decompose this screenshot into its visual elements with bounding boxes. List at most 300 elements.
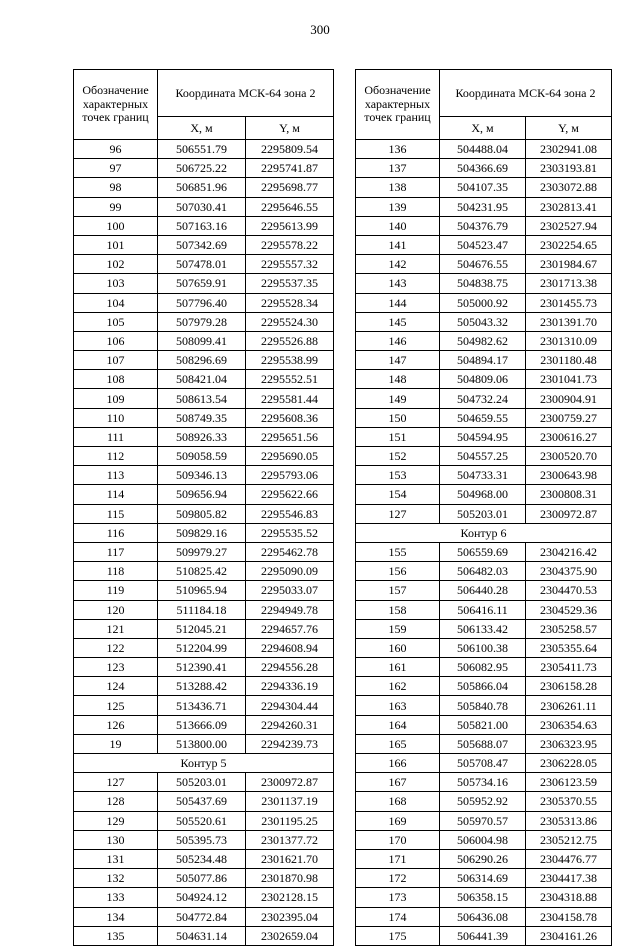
y-coordinate-cell: 2295546.83 <box>246 504 334 523</box>
x-coordinate-cell: 505688.07 <box>440 734 526 753</box>
table-row <box>74 811 334 830</box>
table-row <box>74 734 334 753</box>
x-coordinate-cell: 508296.69 <box>158 351 246 370</box>
point-cell: 158 <box>356 600 440 619</box>
table-row <box>74 504 334 523</box>
y-coordinate-cell: 2305258.57 <box>526 619 612 638</box>
point-cell: 166 <box>356 754 440 773</box>
x-coordinate-cell: 507163.16 <box>158 216 246 235</box>
point-cell: 157 <box>356 581 440 600</box>
table-row <box>356 715 612 734</box>
table-row <box>356 811 612 830</box>
y-coordinate-cell: 2302941.08 <box>526 140 612 159</box>
y-coordinate-cell: 2295528.34 <box>246 293 334 312</box>
header-coordinate: Координата МСК-64 зона 2 <box>158 70 334 117</box>
y-coordinate-cell: 2300904.91 <box>526 389 612 408</box>
x-coordinate-cell: 507478.01 <box>158 255 246 274</box>
table-row <box>356 485 612 504</box>
table-row <box>356 600 612 619</box>
y-coordinate-cell: 2295552.51 <box>246 370 334 389</box>
x-coordinate-cell: 512204.99 <box>158 638 246 657</box>
section-label: Контур 5 <box>74 754 334 773</box>
table-row <box>356 274 612 293</box>
point-cell: 96 <box>74 140 158 159</box>
page-number: 300 <box>310 22 330 37</box>
coordinates-table-right <box>355 69 612 946</box>
table-row <box>356 869 612 888</box>
x-coordinate-cell: 504838.75 <box>440 274 526 293</box>
point-cell: 136 <box>356 140 440 159</box>
x-coordinate-cell: 504366.69 <box>440 159 526 178</box>
y-coordinate-cell: 2300972.87 <box>246 773 334 792</box>
x-coordinate-cell: 507342.69 <box>158 235 246 254</box>
x-coordinate-cell: 509346.13 <box>158 466 246 485</box>
table-row <box>74 907 334 926</box>
table-row <box>74 773 334 792</box>
point-cell: 135 <box>74 926 158 945</box>
y-coordinate-cell: 2295462.78 <box>246 542 334 561</box>
point-cell: 159 <box>356 619 440 638</box>
header-designation: Обозначение характерных точек границ <box>356 70 440 140</box>
table-row <box>74 523 334 542</box>
point-cell: 121 <box>74 619 158 638</box>
y-coordinate-cell: 2305212.75 <box>526 830 612 849</box>
table-row <box>356 562 612 581</box>
x-coordinate-cell: 505203.01 <box>440 504 526 523</box>
y-coordinate-cell: 2301391.70 <box>526 312 612 331</box>
table-row <box>74 715 334 734</box>
x-coordinate-cell: 513288.42 <box>158 677 246 696</box>
point-cell: 153 <box>356 466 440 485</box>
y-coordinate-cell: 2300759.27 <box>526 408 612 427</box>
table-row <box>356 849 612 868</box>
point-cell: 152 <box>356 447 440 466</box>
y-coordinate-cell: 2295537.35 <box>246 274 334 293</box>
table-row <box>74 677 334 696</box>
point-cell: 140 <box>356 216 440 235</box>
x-coordinate-cell: 504809.06 <box>440 370 526 389</box>
x-coordinate-cell: 506551.79 <box>158 140 246 159</box>
x-coordinate-cell: 505234.48 <box>158 849 246 868</box>
y-coordinate-cell: 2295793.06 <box>246 466 334 485</box>
x-coordinate-cell: 506440.28 <box>440 581 526 600</box>
point-cell: 148 <box>356 370 440 389</box>
table-row <box>74 542 334 561</box>
x-coordinate-cell: 511184.18 <box>158 600 246 619</box>
point-cell: 156 <box>356 562 440 581</box>
x-coordinate-cell: 505840.78 <box>440 696 526 715</box>
point-cell: 134 <box>74 907 158 926</box>
header-y: Y, м <box>526 117 612 140</box>
table-row <box>74 888 334 907</box>
y-coordinate-cell: 2302395.04 <box>246 907 334 926</box>
y-coordinate-cell: 2294657.76 <box>246 619 334 638</box>
y-coordinate-cell: 2304158.78 <box>526 907 612 926</box>
y-coordinate-cell: 2294556.28 <box>246 658 334 677</box>
y-coordinate-cell: 2295613.99 <box>246 216 334 235</box>
y-coordinate-cell: 2301377.72 <box>246 830 334 849</box>
table-row <box>356 293 612 312</box>
x-coordinate-cell: 513436.71 <box>158 696 246 715</box>
point-cell: 123 <box>74 658 158 677</box>
x-coordinate-cell: 506436.08 <box>440 907 526 926</box>
x-coordinate-cell: 504894.17 <box>440 351 526 370</box>
y-coordinate-cell: 2305313.86 <box>526 811 612 830</box>
y-coordinate-cell: 2302128.15 <box>246 888 334 907</box>
table-row <box>74 658 334 677</box>
point-cell: 151 <box>356 427 440 446</box>
point-cell: 168 <box>356 792 440 811</box>
y-coordinate-cell: 2306261.11 <box>526 696 612 715</box>
x-coordinate-cell: 504231.95 <box>440 197 526 216</box>
table-row <box>356 734 612 753</box>
y-coordinate-cell: 2304375.90 <box>526 562 612 581</box>
x-coordinate-cell: 504107.35 <box>440 178 526 197</box>
table-row <box>74 792 334 811</box>
x-coordinate-cell: 505866.04 <box>440 677 526 696</box>
point-cell: 162 <box>356 677 440 696</box>
y-coordinate-cell: 2306158.28 <box>526 677 612 696</box>
table-row <box>356 197 612 216</box>
x-coordinate-cell: 504676.55 <box>440 255 526 274</box>
y-coordinate-cell: 2295608.36 <box>246 408 334 427</box>
point-cell: 120 <box>74 600 158 619</box>
y-coordinate-cell: 2304161.26 <box>526 926 612 945</box>
table-row <box>356 581 612 600</box>
table-row <box>356 658 612 677</box>
y-coordinate-cell: 2303072.88 <box>526 178 612 197</box>
table-row <box>74 293 334 312</box>
y-coordinate-cell: 2300643.98 <box>526 466 612 485</box>
y-coordinate-cell: 2295622.66 <box>246 485 334 504</box>
section-label: Контур 6 <box>356 523 612 542</box>
x-coordinate-cell: 506314.69 <box>440 869 526 888</box>
y-coordinate-cell: 2301713.38 <box>526 274 612 293</box>
table-body-right <box>356 140 612 946</box>
table-row <box>356 159 612 178</box>
y-coordinate-cell: 2294336.19 <box>246 677 334 696</box>
x-coordinate-cell: 504594.95 <box>440 427 526 446</box>
table-row <box>356 216 612 235</box>
x-coordinate-cell: 505952.92 <box>440 792 526 811</box>
point-cell: 149 <box>356 389 440 408</box>
x-coordinate-cell: 506416.11 <box>440 600 526 619</box>
x-coordinate-cell: 506082.95 <box>440 658 526 677</box>
x-coordinate-cell: 505970.57 <box>440 811 526 830</box>
section-row <box>356 523 612 542</box>
y-coordinate-cell: 2301041.73 <box>526 370 612 389</box>
x-coordinate-cell: 505734.16 <box>440 773 526 792</box>
table-row <box>356 447 612 466</box>
x-coordinate-cell: 505077.86 <box>158 869 246 888</box>
table-row <box>356 888 612 907</box>
point-cell: 110 <box>74 408 158 427</box>
x-coordinate-cell: 509805.82 <box>158 504 246 523</box>
y-coordinate-cell: 2301455.73 <box>526 293 612 312</box>
y-coordinate-cell: 2300808.31 <box>526 485 612 504</box>
point-cell: 107 <box>74 351 158 370</box>
table-row <box>356 466 612 485</box>
point-cell: 125 <box>74 696 158 715</box>
table-row <box>356 907 612 926</box>
point-cell: 132 <box>74 869 158 888</box>
point-cell: 171 <box>356 849 440 868</box>
x-coordinate-cell: 504631.14 <box>158 926 246 945</box>
point-cell: 117 <box>74 542 158 561</box>
x-coordinate-cell: 508749.35 <box>158 408 246 427</box>
y-coordinate-cell: 2294260.31 <box>246 715 334 734</box>
table-row <box>74 926 334 945</box>
table-row <box>74 216 334 235</box>
y-coordinate-cell: 2301310.09 <box>526 331 612 350</box>
point-cell: 145 <box>356 312 440 331</box>
y-coordinate-cell: 2306123.59 <box>526 773 612 792</box>
point-cell: 167 <box>356 773 440 792</box>
point-cell: 112 <box>74 447 158 466</box>
table-row <box>356 351 612 370</box>
table-row <box>356 792 612 811</box>
y-coordinate-cell: 2302659.04 <box>246 926 334 945</box>
point-cell: 164 <box>356 715 440 734</box>
x-coordinate-cell: 505000.92 <box>440 293 526 312</box>
x-coordinate-cell: 504732.24 <box>440 389 526 408</box>
table-row <box>74 159 334 178</box>
point-cell: 141 <box>356 235 440 254</box>
table-row <box>74 197 334 216</box>
x-coordinate-cell: 504924.12 <box>158 888 246 907</box>
table-row <box>356 140 612 159</box>
y-coordinate-cell: 2301180.48 <box>526 351 612 370</box>
point-cell: 143 <box>356 274 440 293</box>
x-coordinate-cell: 506559.69 <box>440 542 526 561</box>
x-coordinate-cell: 512045.21 <box>158 619 246 638</box>
x-coordinate-cell: 506100.38 <box>440 638 526 657</box>
table-row <box>356 638 612 657</box>
point-cell: 102 <box>74 255 158 274</box>
section-row <box>74 754 334 773</box>
y-coordinate-cell: 2294304.44 <box>246 696 334 715</box>
x-coordinate-cell: 505437.69 <box>158 792 246 811</box>
table-row <box>74 485 334 504</box>
y-coordinate-cell: 2295578.22 <box>246 235 334 254</box>
y-coordinate-cell: 2295526.88 <box>246 331 334 350</box>
point-cell: 173 <box>356 888 440 907</box>
table-row <box>74 312 334 331</box>
y-coordinate-cell: 2295741.87 <box>246 159 334 178</box>
x-coordinate-cell: 504659.55 <box>440 408 526 427</box>
point-cell: 138 <box>356 178 440 197</box>
x-coordinate-cell: 504376.79 <box>440 216 526 235</box>
table-row <box>74 581 334 600</box>
point-cell: 133 <box>74 888 158 907</box>
table-row <box>356 427 612 446</box>
x-coordinate-cell: 504733.31 <box>440 466 526 485</box>
table-row <box>74 140 334 159</box>
y-coordinate-cell: 2295646.55 <box>246 197 334 216</box>
table-row <box>356 370 612 389</box>
x-coordinate-cell: 507030.41 <box>158 197 246 216</box>
x-coordinate-cell: 509058.59 <box>158 447 246 466</box>
table-row <box>74 331 334 350</box>
point-cell: 106 <box>74 331 158 350</box>
header-x: X, м <box>440 117 526 140</box>
x-coordinate-cell: 505043.32 <box>440 312 526 331</box>
point-cell: 101 <box>74 235 158 254</box>
point-cell: 127 <box>356 504 440 523</box>
x-coordinate-cell: 509979.27 <box>158 542 246 561</box>
y-coordinate-cell: 2295698.77 <box>246 178 334 197</box>
table-row <box>74 869 334 888</box>
x-coordinate-cell: 504982.62 <box>440 331 526 350</box>
x-coordinate-cell: 513800.00 <box>158 734 246 753</box>
table-row <box>74 466 334 485</box>
x-coordinate-cell: 509829.16 <box>158 523 246 542</box>
point-cell: 139 <box>356 197 440 216</box>
table-row <box>356 696 612 715</box>
y-coordinate-cell: 2301984.67 <box>526 255 612 274</box>
table-row <box>74 389 334 408</box>
x-coordinate-cell: 509656.94 <box>158 485 246 504</box>
table-row <box>356 178 612 197</box>
point-cell: 150 <box>356 408 440 427</box>
y-coordinate-cell: 2302527.94 <box>526 216 612 235</box>
table-row <box>74 408 334 427</box>
header-coordinate: Координата МСК-64 зона 2 <box>440 70 612 117</box>
point-cell: 146 <box>356 331 440 350</box>
table-row <box>356 926 612 945</box>
y-coordinate-cell: 2295538.99 <box>246 351 334 370</box>
y-coordinate-cell: 2294239.73 <box>246 734 334 753</box>
y-coordinate-cell: 2301195.25 <box>246 811 334 830</box>
table-row <box>74 562 334 581</box>
point-cell: 169 <box>356 811 440 830</box>
x-coordinate-cell: 506482.03 <box>440 562 526 581</box>
y-coordinate-cell: 2300972.87 <box>526 504 612 523</box>
point-cell: 104 <box>74 293 158 312</box>
point-cell: 124 <box>74 677 158 696</box>
point-cell: 119 <box>74 581 158 600</box>
x-coordinate-cell: 504772.84 <box>158 907 246 926</box>
point-cell: 97 <box>74 159 158 178</box>
point-cell: 109 <box>74 389 158 408</box>
point-cell: 105 <box>74 312 158 331</box>
table-body-left <box>74 140 334 946</box>
point-cell: 19 <box>74 734 158 753</box>
y-coordinate-cell: 2306323.95 <box>526 734 612 753</box>
y-coordinate-cell: 2305370.55 <box>526 792 612 811</box>
point-cell: 127 <box>74 773 158 792</box>
table-row <box>356 542 612 561</box>
x-coordinate-cell: 504523.47 <box>440 235 526 254</box>
y-coordinate-cell: 2304529.36 <box>526 600 612 619</box>
table-row <box>356 677 612 696</box>
y-coordinate-cell: 2295690.05 <box>246 447 334 466</box>
x-coordinate-cell: 507796.40 <box>158 293 246 312</box>
point-cell: 174 <box>356 907 440 926</box>
point-cell: 175 <box>356 926 440 945</box>
y-coordinate-cell: 2304417.38 <box>526 869 612 888</box>
x-coordinate-cell: 507979.28 <box>158 312 246 331</box>
header-designation: Обозначение характерных точек границ <box>74 70 158 140</box>
y-coordinate-cell: 2295581.44 <box>246 389 334 408</box>
y-coordinate-cell: 2303193.81 <box>526 159 612 178</box>
x-coordinate-cell: 510965.94 <box>158 581 246 600</box>
y-coordinate-cell: 2295033.07 <box>246 581 334 600</box>
y-coordinate-cell: 2295651.56 <box>246 427 334 446</box>
point-cell: 161 <box>356 658 440 677</box>
table-row <box>74 600 334 619</box>
y-coordinate-cell: 2300520.70 <box>526 447 612 466</box>
header-x: X, м <box>158 117 246 140</box>
table-row <box>356 331 612 350</box>
x-coordinate-cell: 504968.00 <box>440 485 526 504</box>
point-cell: 118 <box>74 562 158 581</box>
x-coordinate-cell: 506725.22 <box>158 159 246 178</box>
point-cell: 99 <box>74 197 158 216</box>
y-coordinate-cell: 2300616.27 <box>526 427 612 446</box>
point-cell: 142 <box>356 255 440 274</box>
point-cell: 160 <box>356 638 440 657</box>
x-coordinate-cell: 510825.42 <box>158 562 246 581</box>
point-cell: 163 <box>356 696 440 715</box>
table-row <box>356 312 612 331</box>
y-coordinate-cell: 2295535.52 <box>246 523 334 542</box>
y-coordinate-cell: 2306354.63 <box>526 715 612 734</box>
point-cell: 100 <box>74 216 158 235</box>
point-cell: 113 <box>74 466 158 485</box>
x-coordinate-cell: 506290.26 <box>440 849 526 868</box>
x-coordinate-cell: 506004.98 <box>440 830 526 849</box>
x-coordinate-cell: 507659.91 <box>158 274 246 293</box>
x-coordinate-cell: 505203.01 <box>158 773 246 792</box>
table-row <box>74 830 334 849</box>
table-row <box>74 696 334 715</box>
point-cell: 122 <box>74 638 158 657</box>
y-coordinate-cell: 2301870.98 <box>246 869 334 888</box>
table-row <box>74 427 334 446</box>
point-cell: 144 <box>356 293 440 312</box>
table-row <box>74 447 334 466</box>
table-row <box>74 255 334 274</box>
x-coordinate-cell: 505821.00 <box>440 715 526 734</box>
table-row <box>356 408 612 427</box>
table-row <box>356 773 612 792</box>
y-coordinate-cell: 2295090.09 <box>246 562 334 581</box>
x-coordinate-cell: 506441.39 <box>440 926 526 945</box>
y-coordinate-cell: 2301137.19 <box>246 792 334 811</box>
table-row <box>74 370 334 389</box>
x-coordinate-cell: 506358.15 <box>440 888 526 907</box>
y-coordinate-cell: 2306228.05 <box>526 754 612 773</box>
table-row <box>74 178 334 197</box>
table-row <box>356 235 612 254</box>
x-coordinate-cell: 506133.42 <box>440 619 526 638</box>
point-cell: 147 <box>356 351 440 370</box>
table-row <box>356 504 612 523</box>
point-cell: 129 <box>74 811 158 830</box>
table-row <box>356 754 612 773</box>
header-y: Y, м <box>246 117 334 140</box>
point-cell: 116 <box>74 523 158 542</box>
y-coordinate-cell: 2295809.54 <box>246 140 334 159</box>
point-cell: 108 <box>74 370 158 389</box>
y-coordinate-cell: 2304470.53 <box>526 581 612 600</box>
y-coordinate-cell: 2304318.88 <box>526 888 612 907</box>
point-cell: 115 <box>74 504 158 523</box>
table-row <box>74 638 334 657</box>
x-coordinate-cell: 508099.41 <box>158 331 246 350</box>
table-row <box>356 389 612 408</box>
